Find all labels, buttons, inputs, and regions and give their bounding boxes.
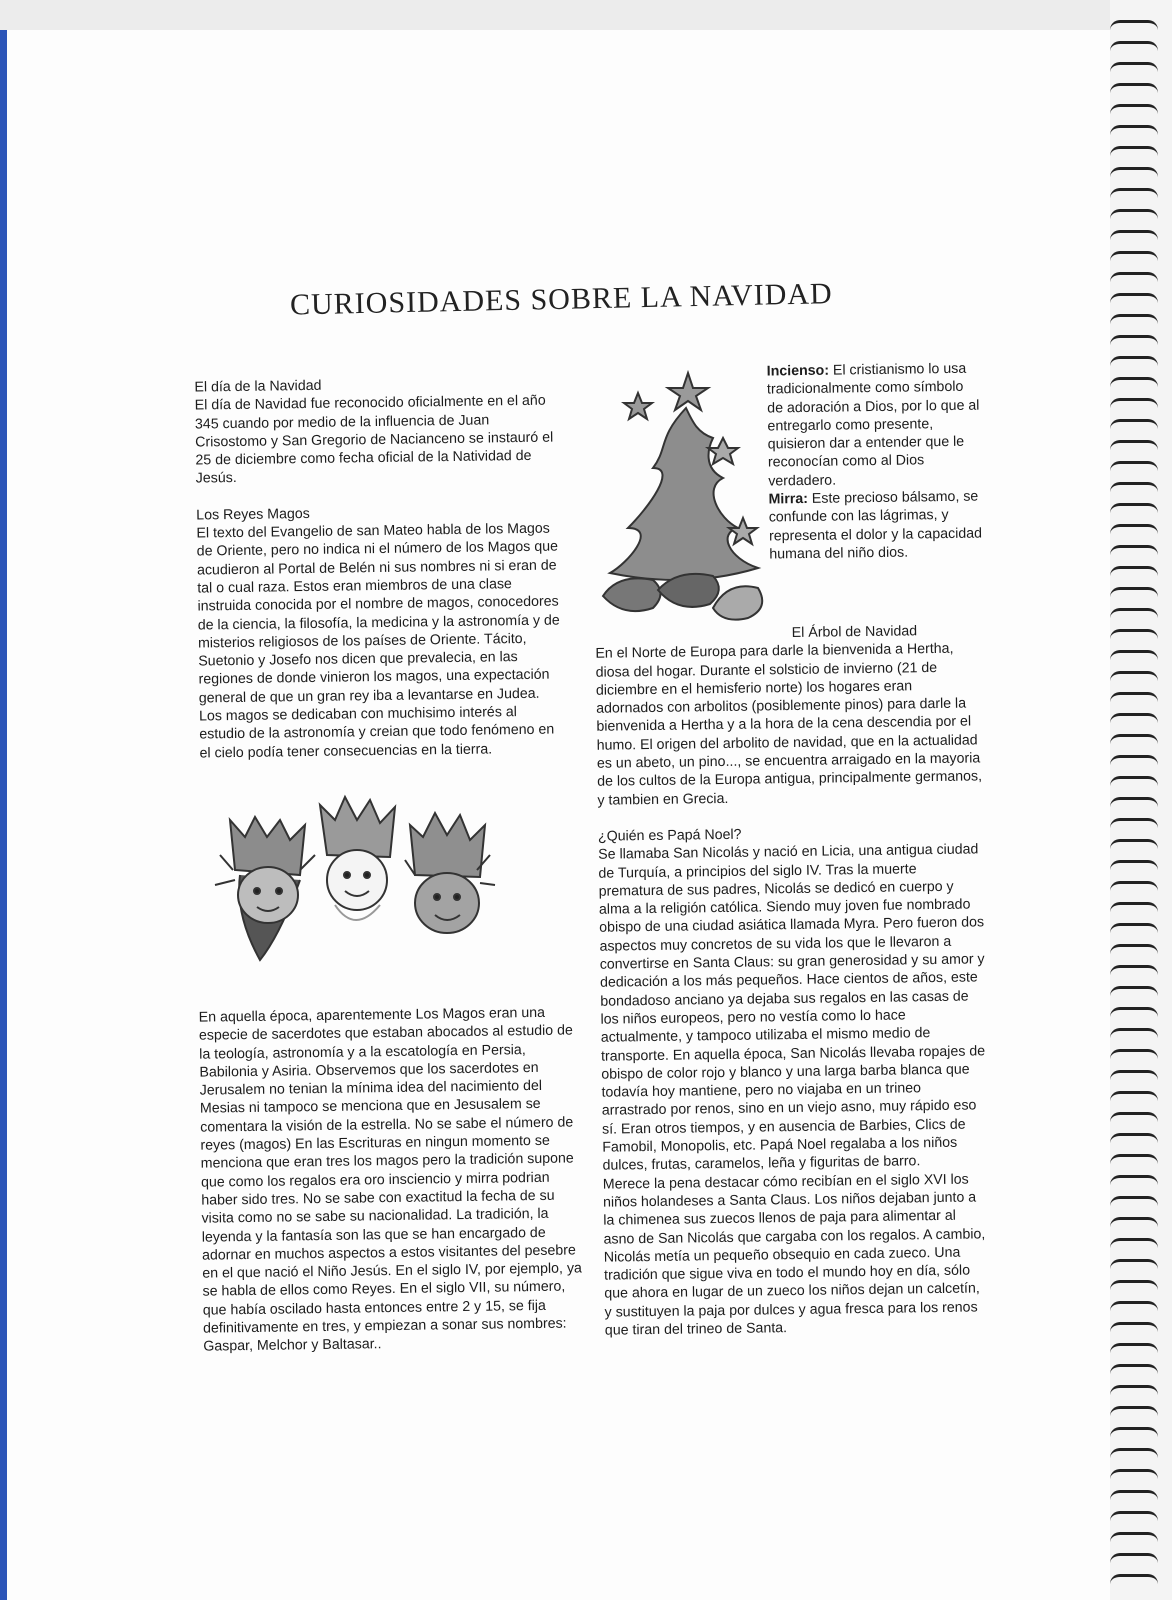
binding-coil [1110,1070,1158,1083]
binding-coil [1110,503,1158,516]
binding-coil [1110,1196,1158,1209]
binding-coil [1110,818,1158,831]
right-column-gifts [767,360,984,564]
binding-coil [1110,461,1158,474]
binding-coil [1110,377,1158,390]
blue-cover-edge [0,30,7,1600]
binding-coil [1110,1133,1158,1146]
binding-coil [1110,1154,1158,1167]
incienso-label: Incienso: [766,362,830,380]
binding-coil [1110,671,1158,684]
binding-coil [1110,1532,1158,1545]
binding-coil [1110,650,1158,663]
incienso-paragraph [767,360,983,491]
binding-coil [1110,167,1158,180]
binding-coil [1110,545,1158,558]
binding-coil [1110,629,1158,642]
scan-top-edge [0,0,1172,30]
merece-text: Merece la pena destacar cómo recibían en el siglo XVI los niños holandeses a Santa Claus. Los niños dejaban junto a la chimenea sus zuecos llenos de paja para alimentar al asno de San Nicolás que cargaba con los regalos. A cambio, Nicolás metía un pequeño obsequio en cada zueco. Una tradición que sigue viva en todo el mundo hoy en día, sólo que ahora en lugar de un zueco los niños dejan un calcetín, y sustituyen la paja por dulces y agua fresca para los renos que tiran del trineo de Santa. [602,1171,986,1339]
right-column-main [595,621,991,1340]
binding-coil [1110,83,1158,96]
binding-coil [1110,440,1158,453]
binding-coil [1110,1385,1158,1398]
binding-coil [1110,1028,1158,1041]
binding-coil [1110,1175,1158,1188]
binding-coil [1110,1280,1158,1293]
binding-coil [1110,860,1158,873]
binding-coil [1110,62,1158,75]
binding-coil [1110,1427,1158,1440]
binding-coil [1110,1322,1158,1335]
binding-coil [1110,209,1158,222]
binding-coil [1110,272,1158,285]
mirra-text: Este precioso bálsamo, se confunde con las lágrimas, y representa el dolor y la capacidad humana del niño dios. [768,488,983,563]
binding-coil [1110,230,1158,243]
epoca-text: En aquella época, aparentemente Los Magos eran una especie de sacerdotes que estaban abocados al estudio de la teología, astronomía y a la escatología en Persia, Babilonia y Asiria. Observemos que los sacerdotes en Jerusalem no tenian la mínima idea del nacimiento del Mesias ni tampoco se menciona que en Jesusalem se comentara la visión de la estrella. No se sabe el número de reyes (magos) En las Escrituras en ningun momento se menciona que eran tres los magos pero la tradición supone que como los regalos era oro insciencio y mirra podrian haber sido tres. No se sabe con exactitud la fecha de su visita como no se sabe su nacionalidad. La tradición, la leyenda y la fantasía son las que se han encargado de adornar en muchos aspectos a estos visitantes del pesebre en el que nació el Niño Jesús. En el siglo IV, por ejemplo, ya se habla de ellos como Reyes. En el siglo VII, su número, que había oscilado hasta entonces entre 2 y 15, se fija definitivamente en tres, y empiezan a sonar sus nombres: Gaspar, Melchor y Baltasar.. [198,1004,582,1355]
binding-coil [1110,125,1158,138]
dia-text: El día de Navidad fue reconocido oficialmente en el año 345 cuando por medio de la influencia de Juan Crisostomo y San Gregorio de Nacianceno se instauró el 25 de diciembre como fecha oficial de la Natividad de Jesús. [194,392,554,488]
binding-coil [1110,188,1158,201]
binding-coil [1110,797,1158,810]
binding-coil [1110,20,1158,33]
binding-coil [1110,1406,1158,1419]
binding-coil [1110,41,1158,54]
binding-coil [1110,944,1158,957]
binding-coil [1110,776,1158,789]
mirra-label: Mirra: [768,491,809,508]
binding-coil [1110,356,1158,369]
papa-noel-text: Se llamaba San Nicolás y nació en Licia, una antigua ciudad de Turquía, a principios del siglo IV. Tras la muerte prematura de sus padres, Nicolás se dedicó en cuerpo y alma a la religión católica. Siendo muy joven fue nombrado obispo de una ciudad asiática llamada Myra. Pero fueron dos aspectos muy concretos de su vida los que le llevaron a convertirse en Santa Claus: su gran generosidad y su amor y dedicación a los más pequeños. Hace cientos de años, este bondadoso anciano ya dejaba sus regalos en las casas de los niños europeos, pero no vestía como lo hace actualmente, y tampoco utilizaba el mismo medio de transporte. En aquella época, San Nicolás llevaba ropajes de obispo de color rojo y blanco y una larga barba blanca que todavía hoy mantiene, pero no viajaba en un trineo arrastrado por renos, sino en un viejo asno, muy rápido eso sí. Eran otros tiempos, y en ausencia de Barbies, Clics de Famobil, Monopolis, etc. Papá Noel regalaba a los niños dulces, frutas, caramelos, leña y figuritas de barro. [598,841,986,1174]
reyes-heading: Los Reyes Magos [196,505,310,524]
binding-coil [1110,335,1158,348]
binding-coil [1110,1091,1158,1104]
binding-coil [1110,692,1158,705]
binding-coil [1110,566,1158,579]
binding-coil [1110,146,1158,159]
binding-coil [1110,587,1158,600]
binding-coil [1110,1574,1158,1587]
left-column-bottom [199,1003,586,1356]
binding-coil [1110,1490,1158,1503]
binding-coil [1110,902,1158,915]
binding-coil [1110,839,1158,852]
binding-coil [1110,1469,1158,1482]
mirra-paragraph [768,488,983,564]
binding-coil [1110,734,1158,747]
binding-coil [1110,986,1158,999]
arbol-heading: El Árbol de Navidad [791,623,918,641]
binding-coil [1110,398,1158,411]
binding-coil [1110,419,1158,432]
three-kings-illustration [205,785,505,975]
binding-coil [1110,1238,1158,1251]
dia-heading: El día de la Navidad [194,377,322,396]
binding-coil [1110,1301,1158,1314]
binding-coil [1110,755,1158,768]
papa-noel-heading: ¿Quién es Papá Noel? [597,826,742,845]
arbol-text: En el Norte de Europa para darle la bienvenida a Hertha, diosa del hogar. Durante el solsticio de invierno (21 de diciembre en el hemisferio norte) los hogares eran adornados con arbolitos (posiblemente pinos) para darle la bienvenida a Hertha y a la hora de la cena descendia por el humo. El origen del arbolito de navidad, que en la actualidad es un abeto, un pino..., se encuentra arraigado en la mayoria de los cultos de la Europa antigua, principalmente germanos, y tambien en Grecia. [595,641,983,809]
left-column-top [194,373,561,762]
binding-coil [1110,965,1158,978]
page-title: CURIOSIDADES SOBRE LA NAVIDAD [289,277,833,322]
binding-coil [1110,482,1158,495]
reyes-text: El texto del Evangelio de san Mateo habla de los Magos de Oriente, pero no indica ni el número de los Magos que acudieron al Portal de Belén ni sus nombres ni si eran de tal o cual raza. Estos eran miembros de una clase instruida conocida por el nombre de magos, conocedores de la ciencia, la filosofía, la medicina y la astronomía y de misterios religiosos de los países de Oriente. Tácito, Suetonio y Josefo nos dicen que prevalecia, en las regiones de donde vinieron los magos, una expectación general de que un gran rey iba a levantarse en Judea. Los magos se dedicaban con muchisimo interés al estudio de la astronomía y creian que todo fenómeno en el cielo podía tener consecuencias en la tierra. [196,520,560,762]
binding-coil [1110,1049,1158,1062]
incienso-text: El cristianismo lo usa tradicionalmente como símbolo de adoración a Dios, por lo que al entregarlo como presente, quisieron dar a entender que le reconocían como al Dios verdadero. [766,360,980,490]
binding-coil [1110,1112,1158,1125]
binding-coil [1110,314,1158,327]
binding-coil [1110,608,1158,621]
spiral-binding [1110,0,1172,1600]
binding-coil [1110,251,1158,264]
binding-coil [1110,293,1158,306]
binding-coil [1110,1553,1158,1566]
binding-coil [1110,1259,1158,1272]
binding-coil [1110,1217,1158,1230]
binding-coil [1110,923,1158,936]
christmas-tree-illustration [598,368,770,628]
binding-coil [1110,1448,1158,1461]
binding-coil [1110,1343,1158,1356]
binding-coil [1110,713,1158,726]
binding-coil [1110,881,1158,894]
binding-coil [1110,1007,1158,1020]
binding-coil [1110,104,1158,117]
binding-coil [1110,1511,1158,1524]
binding-coil [1110,524,1158,537]
binding-coil [1110,1364,1158,1377]
